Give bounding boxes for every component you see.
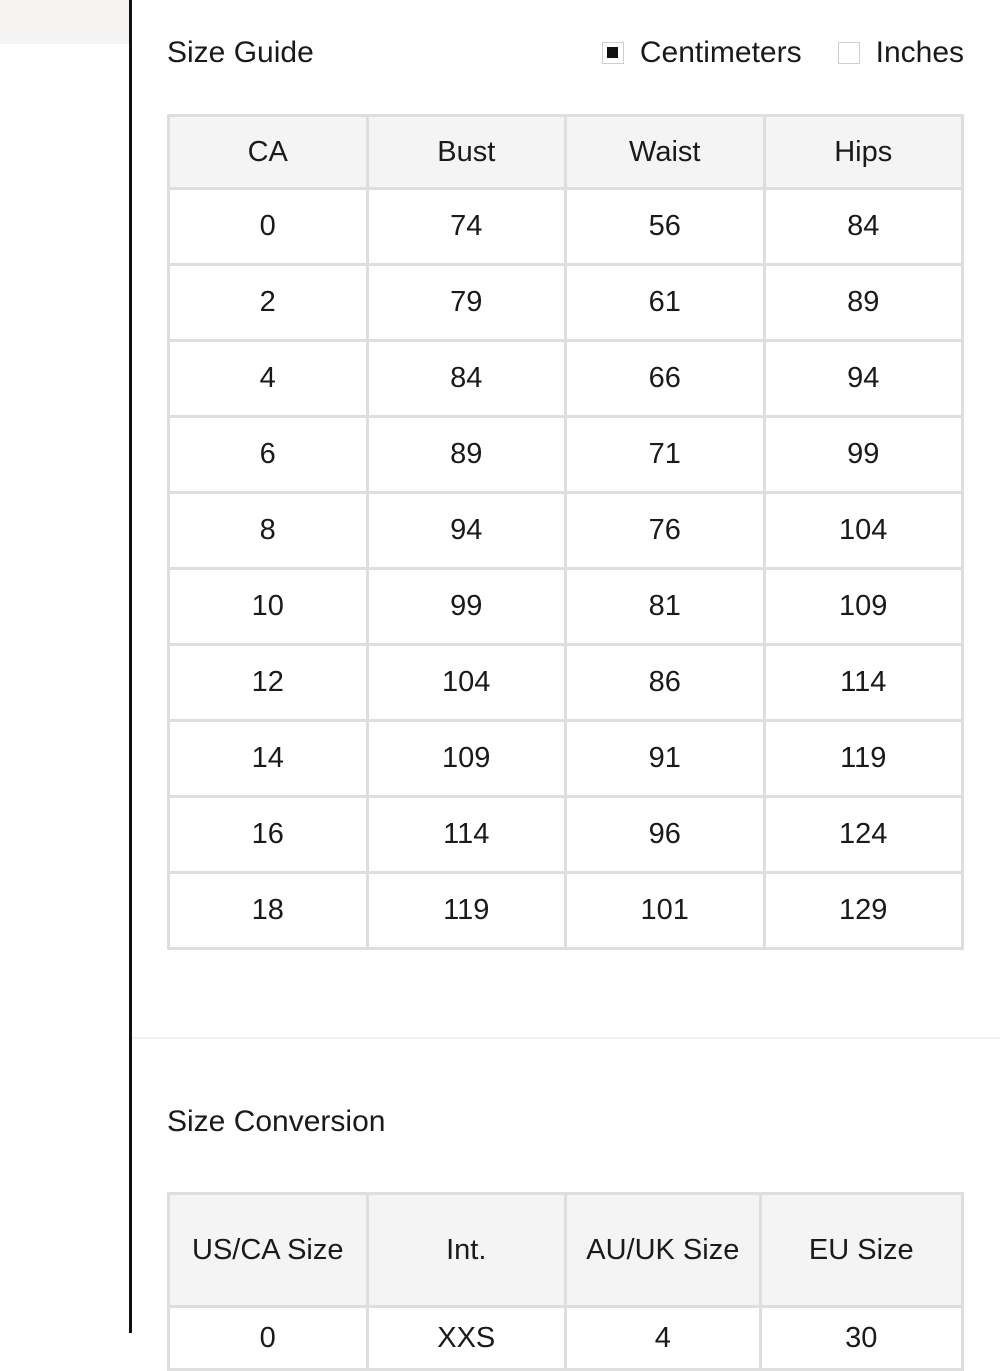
- table-cell: 94: [367, 493, 566, 569]
- unit-toggle: [602, 36, 964, 70]
- table-cell: 14: [169, 721, 368, 797]
- table-cell: 12: [169, 645, 368, 721]
- table-row: [169, 1307, 963, 1370]
- table-cell: 4: [169, 341, 368, 417]
- table-row: [169, 721, 963, 797]
- section-divider: [132, 1037, 1000, 1039]
- table-cell: 16: [169, 797, 368, 873]
- unit-option-inches[interactable]: [838, 36, 964, 70]
- column-header-ca: CA: [169, 116, 368, 189]
- table-cell: 104: [764, 493, 963, 569]
- unit-option-centimeters[interactable]: [602, 36, 802, 70]
- size-conversion-table: [167, 1192, 964, 1371]
- table-cell: 94: [764, 341, 963, 417]
- table-cell: 6: [169, 417, 368, 493]
- table-cell: 104: [367, 645, 566, 721]
- table-row: [169, 797, 963, 873]
- table-cell: 99: [367, 569, 566, 645]
- table-row: [169, 265, 963, 341]
- table-row: [169, 189, 963, 265]
- table-row: [169, 569, 963, 645]
- table-cell: 89: [764, 265, 963, 341]
- table-cell: 99: [764, 417, 963, 493]
- table-cell: 0: [169, 1307, 368, 1370]
- table-cell: 61: [566, 265, 765, 341]
- size-guide-body: [169, 189, 963, 949]
- table-cell: 114: [367, 797, 566, 873]
- table-cell: 86: [566, 645, 765, 721]
- table-cell: 66: [566, 341, 765, 417]
- column-header-int: Int.: [367, 1194, 566, 1307]
- table-cell: 10: [169, 569, 368, 645]
- column-header-eu-size: EU Size: [760, 1194, 962, 1307]
- column-header-us-ca-size: US/CA Size: [169, 1194, 368, 1307]
- table-cell: 96: [566, 797, 765, 873]
- table-row: [169, 417, 963, 493]
- table-cell: 18: [169, 873, 368, 949]
- table-cell: 109: [367, 721, 566, 797]
- table-cell: 119: [367, 873, 566, 949]
- column-header-waist: Waist: [566, 116, 765, 189]
- column-header-bust: Bust: [367, 116, 566, 189]
- table-cell: 81: [566, 569, 765, 645]
- size-guide-table: [167, 114, 964, 950]
- table-cell: 79: [367, 265, 566, 341]
- table-cell: 114: [764, 645, 963, 721]
- table-cell: 89: [367, 417, 566, 493]
- table-cell: 84: [764, 189, 963, 265]
- table-cell: XXS: [367, 1307, 566, 1370]
- size-conversion-title: Size Conversion: [167, 1105, 386, 1138]
- table-cell: 76: [566, 493, 765, 569]
- table-cell: 129: [764, 873, 963, 949]
- table-row: [169, 493, 963, 569]
- size-panel: [132, 0, 1000, 1354]
- size-conversion-body: [169, 1307, 963, 1370]
- table-header-row: [169, 116, 963, 189]
- table-cell: 109: [764, 569, 963, 645]
- table-cell: 8: [169, 493, 368, 569]
- centimeters-checkbox[interactable]: [602, 42, 624, 64]
- table-cell: 2: [169, 265, 368, 341]
- column-header-au-uk-size: AU/UK Size: [566, 1194, 761, 1307]
- table-header-row: [169, 1194, 963, 1307]
- centimeters-label: Centimeters: [639, 36, 802, 69]
- table-cell: 0: [169, 189, 368, 265]
- left-panel-tab: [0, 0, 129, 44]
- table-cell: 74: [367, 189, 566, 265]
- table-cell: 119: [764, 721, 963, 797]
- table-cell: 30: [760, 1307, 962, 1370]
- column-header-hips: Hips: [764, 116, 963, 189]
- table-cell: 84: [367, 341, 566, 417]
- table-row: [169, 341, 963, 417]
- table-row: [169, 873, 963, 949]
- table-cell: 4: [566, 1307, 761, 1370]
- table-cell: 101: [566, 873, 765, 949]
- table-cell: 91: [566, 721, 765, 797]
- table-cell: 124: [764, 797, 963, 873]
- table-row: [169, 645, 963, 721]
- size-guide-title: Size Guide: [167, 36, 314, 69]
- table-cell: 71: [566, 417, 765, 493]
- inches-label: Inches: [875, 36, 964, 69]
- table-cell: 56: [566, 189, 765, 265]
- inches-checkbox[interactable]: [838, 42, 860, 64]
